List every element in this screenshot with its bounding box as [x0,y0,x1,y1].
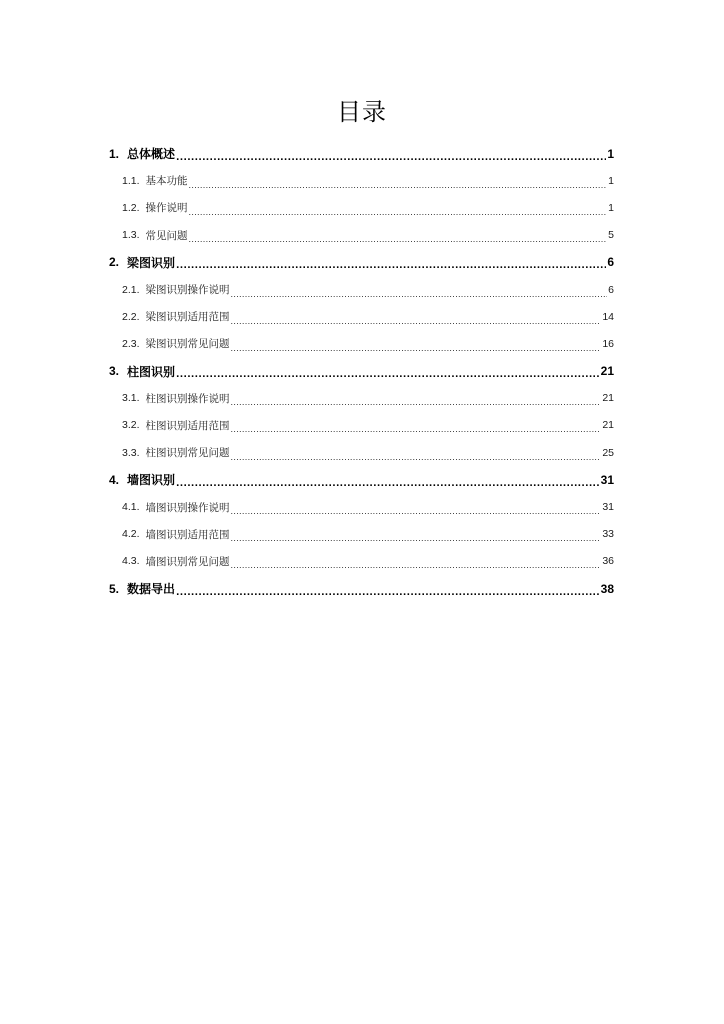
toc-dot-leader [176,477,600,489]
toc-entry-title: 墙图识别操作说明 [145,501,230,514]
toc-page-number: 21 [602,419,614,432]
toc-chapter-entry[interactable] [109,140,614,167]
toc-dot-leader [231,504,602,516]
toc-chapter-entry[interactable] [109,358,614,385]
toc-section-entry[interactable] [109,222,614,249]
toc-page-number: 38 [600,581,614,596]
toc-dot-leader [176,151,606,163]
toc-entry-title: 总体概述 [127,147,176,162]
toc-section-entry[interactable] [109,439,614,466]
toc-entry-title: 梁图识别操作说明 [145,284,230,297]
toc-entry-number: 4. [109,472,120,487]
toc-section-entry[interactable] [109,412,614,439]
toc-entry-number: 4.3. [122,555,140,568]
toc-dot-leader [231,422,602,434]
toc-entry-title: 墙图识别适用范围 [145,528,230,541]
toc-section-entry[interactable] [109,521,614,548]
toc-dot-leader [231,314,602,326]
toc-chapter-entry[interactable] [109,249,614,276]
toc-entry-number: 1. [109,146,120,161]
toc-entry-title: 柱图识别适用范围 [145,419,230,432]
toc-page-number: 14 [602,310,614,323]
toc-entry-number: 1.3. [122,229,140,242]
toc-entry-title: 柱图识别常见问题 [145,447,230,460]
toc-dot-leader [231,287,608,299]
toc-page-number: 31 [600,472,614,487]
toc-dot-leader [231,450,602,462]
toc-dot-leader [176,259,606,271]
toc-entry-number: 5. [109,581,120,596]
toc-page-number: 1 [607,146,614,161]
toc-entry-title: 柱图识别操作说明 [145,392,230,405]
toc-entry-title: 墙图识别常见问题 [145,555,230,568]
toc-section-entry[interactable] [109,385,614,412]
toc-entry-number: 3. [109,364,120,379]
toc-entry-number: 4.1. [122,501,140,514]
toc-page-number: 31 [602,501,614,514]
toc-entry-title: 梁图识别常见问题 [145,338,230,351]
page-title: 目录 [337,98,387,126]
toc-entry-title: 梁图识别适用范围 [145,311,230,324]
toc-entry-number: 2.2. [122,310,140,323]
toc-dot-leader [189,232,608,244]
toc-entry-title: 基本功能 [145,175,188,188]
toc-section-entry[interactable] [109,330,614,357]
toc-page-number: 33 [602,528,614,541]
toc-entry-title: 操作说明 [145,202,188,215]
toc-page-number: 16 [602,337,614,350]
toc-page-number: 36 [602,555,614,568]
toc-page-number: 21 [602,392,614,405]
toc-page-number: 21 [600,364,614,379]
toc-dot-leader [231,341,602,353]
toc-page-number: 6 [607,255,614,270]
toc-entry-number: 2. [109,255,120,270]
toc-dot-leader [231,558,602,570]
toc-entry-number: 1.2. [122,201,140,214]
toc-entry-number: 4.2. [122,528,140,541]
toc-entry-title: 数据导出 [127,582,176,597]
toc-entry-number: 3.1. [122,392,140,405]
toc-section-entry[interactable] [109,303,614,330]
toc-section-entry[interactable] [109,276,614,303]
toc-entry-number: 3.3. [122,446,140,459]
toc-page-number: 1 [608,201,614,214]
toc-chapter-entry[interactable] [109,466,614,493]
toc-chapter-entry[interactable] [109,575,614,602]
toc-dot-leader [189,178,608,190]
toc-page-number: 5 [608,229,614,242]
toc-page-number: 6 [608,283,614,296]
toc-dot-leader [189,205,608,217]
toc-entry-title: 常见问题 [145,229,188,242]
toc-entry-number: 1.1. [122,174,140,187]
toc-entry-title: 柱图识别 [127,364,176,379]
toc-entry-number: 3.2. [122,419,140,432]
toc-section-entry[interactable] [109,167,614,194]
toc-entry-number: 2.3. [122,337,140,350]
toc-section-entry[interactable] [109,194,614,221]
toc-entry-title: 梁图识别 [127,255,176,270]
table-of-contents [109,140,614,602]
toc-page-number: 25 [602,446,614,459]
toc-dot-leader [231,395,602,407]
toc-entry-number: 2.1. [122,283,140,296]
toc-section-entry[interactable] [109,548,614,575]
toc-page-number: 1 [608,174,614,187]
toc-entry-title: 墙图识别 [127,473,176,488]
toc-dot-leader [176,368,600,380]
toc-section-entry[interactable] [109,493,614,520]
toc-dot-leader [176,586,600,598]
toc-dot-leader [231,531,602,543]
